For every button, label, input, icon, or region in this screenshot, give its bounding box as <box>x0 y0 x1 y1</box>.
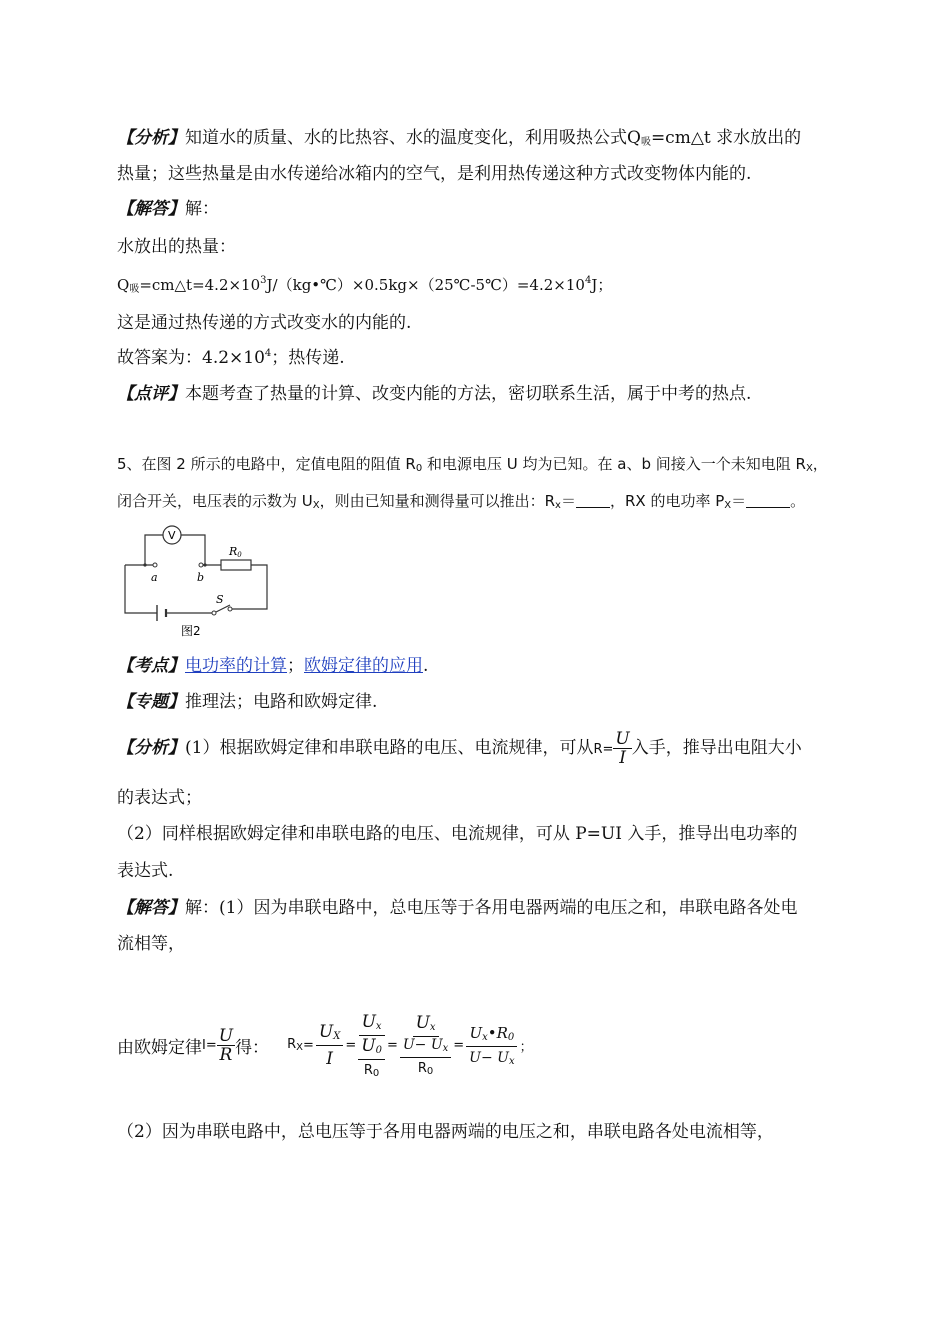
heat-formula: $Q_吸=cm\triangle t=4.2\times 10^3J/(kg•℃)\times 0.5kg\times(25℃-5℃)=4.2\times 10^4J$； <box>117 275 613 295</box>
label-b: b <box>197 571 205 584</box>
answer-heading: 【解答】解： <box>117 199 219 219</box>
analysis-tag: 【分析】 <box>117 128 185 148</box>
link-ohm-law[interactable]: 欧姆定律的应用 <box>304 656 423 676</box>
junction-left <box>143 563 146 566</box>
analysis2-line-1: 【分析】(1）根据欧姆定律和串联电路的电压、电流规律，可从R= $\frac{U}{I}$ 入手，推导出电阻大小 <box>117 729 802 768</box>
answer-blank-rx[interactable] <box>576 493 610 508</box>
analysis2-line-4: 表达式. <box>117 861 174 881</box>
resistor-label: R0 <box>229 545 242 559</box>
answer2-line-1: 【解答】解：(1）因为串联电路中，总电压等于各用电器两端的电压之和，串联电路各处电 <box>117 898 798 918</box>
fraction-ux-over-i: $\frac{U_X}{I}$ <box>316 1022 343 1069</box>
figure-caption: 图2 <box>181 624 201 638</box>
result-line: 故答案为：$4.2\times 10^4$；热传递. <box>117 348 345 368</box>
topic-line: 【专题】推理法；电路和欧姆定律. <box>117 692 378 712</box>
switch-label: S <box>216 593 224 606</box>
fraction-ux-over-u0-over-r0: $U_x$ $U_0$ $R_0$ <box>358 1012 385 1079</box>
analysis2-line-2: 的表达式； <box>117 788 202 808</box>
analysis-line-2: 热量；这些热量是由水传递给冰箱内的空气，是利用热传递这种方式改变物体内能的. <box>117 164 752 184</box>
label-a: a <box>151 571 158 584</box>
heat-label: 水放出的热量： <box>117 237 236 257</box>
switch-contact-left <box>212 611 216 615</box>
junction-right <box>203 563 206 566</box>
rx-symbol: $R_X$ <box>287 1037 303 1053</box>
fraction-ux-over-u-minus-ux-over-r0: $U_x$ $U- U_x$ $R_0$ <box>400 1013 451 1077</box>
question-5-line-2: 闭合开关，电压表的示数为 $U_X$，则由已知量和测得量可以推出：$R_x=$ ，RX 的电功率 $P_X=$ 。 <box>117 492 806 511</box>
fraction-ux-r0-over-u-minus-ux: $\frac{U_x•R_0}{U- U_x}$ <box>466 1024 517 1067</box>
terminal-a <box>153 563 157 567</box>
answer-blank-px[interactable] <box>746 493 790 508</box>
resistor-r0 <box>221 560 251 570</box>
point-line: 【考点】电功率的计算；欧姆定律的应用. <box>117 656 429 676</box>
switch-contact-right <box>228 607 232 611</box>
comment-line: 【点评】本题考查了热量的计算、改变内能的方法，密切联系生活，属于中考的热点. <box>117 384 752 404</box>
fraction-u-over-i: $\frac{U}{I}$ <box>615 729 630 768</box>
ohm-derivation: 由欧姆定律 I= $\frac{U}{R}$ 得： $R_X$ = $\frac{U_X}{I}$ = $U_x$ $U_0$ $R_0$ = $U_x$ $U- U_x$ $R_0$ = $\frac{U_x•R_0}{U- U_x}$ ； <box>117 1011 533 1079</box>
analysis-line-1: 【分析】知道水的质量、水的比热容、水的温度变化，利用吸热公式$Q_吸=cm\triangle t$ 求水放出的 <box>117 128 802 148</box>
circuit-diagram <box>117 521 277 641</box>
link-power-calc[interactable]: 电功率的计算 <box>185 656 287 676</box>
fraction-u-over-r: $\frac{U}{R}$ <box>218 1025 234 1065</box>
answer2-line-2: 流相等， <box>117 934 185 954</box>
analysis2-line-3: （2）同样根据欧姆定律和串联电路的电压、电流规律，可从 P=UI 入手，推导出电功率的 <box>117 824 798 844</box>
question-5-line-1: 5、在图 2 所示的电路中，定值电阻的阻值 $R_0$ 和电源电压 U 均为已知。在 a、b 间接入一个未知电阻 $R_X$， <box>117 455 828 474</box>
answer2-part-2: （2）因为串联电路中，总电压等于各用电器两端的电压之和，串联电路各处电流相等， <box>117 1122 774 1142</box>
terminal-b <box>199 563 203 567</box>
voltmeter-label: V <box>168 529 176 542</box>
method-line: 这是通过热传递的方式改变水的内能的. <box>117 313 412 333</box>
